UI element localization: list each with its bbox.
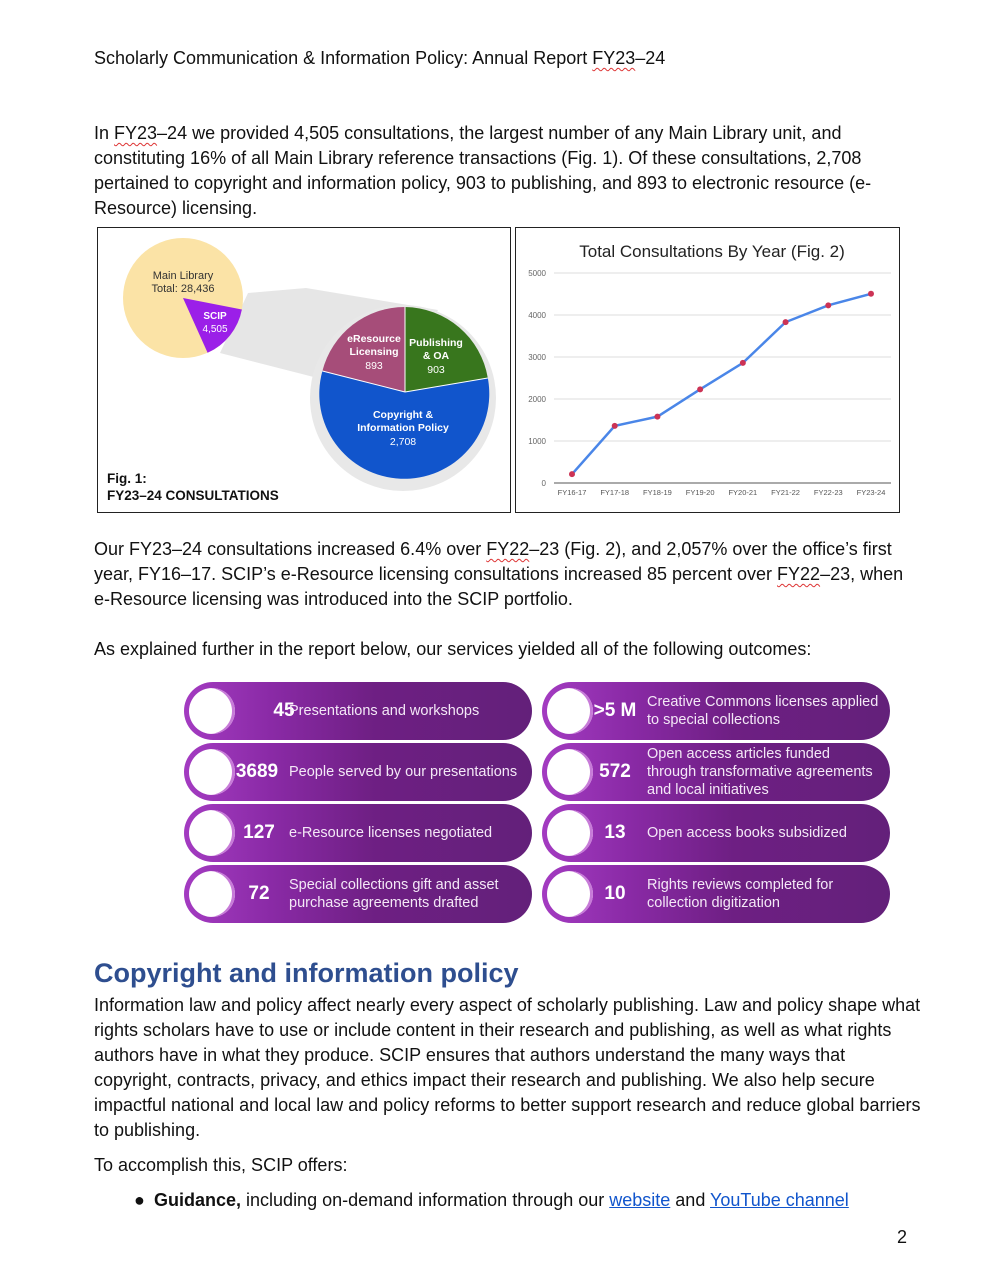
outcome-number: 10 (604, 883, 626, 904)
outcome-number: 45 (273, 700, 295, 721)
bullet-and: and (670, 1190, 711, 1210)
outcome-number: 572 (599, 761, 631, 782)
pill-circle (547, 810, 593, 856)
outcome-text: Presentations and workshops (289, 703, 480, 719)
offers-line: To accomplish this, SCIP offers: (94, 1155, 348, 1175)
y-tick-label: 2000 (528, 395, 546, 404)
para2-text-c: –23, when e-Resource licensing was introduced into the SCIP portfolio. (94, 564, 904, 609)
outcome-pill (184, 804, 532, 862)
fig1-caption-2: FY23–24 CONSULTATIONS (107, 488, 279, 503)
outcome-pill (542, 743, 890, 801)
fig1-caption-1: Fig. 1: (107, 471, 147, 486)
pill-circle (189, 871, 235, 917)
outcome-pill (184, 743, 532, 801)
intro-text-b: –24 we provided 4,505 consultations, the largest number of any Main Library unit, and constituting 16% of all Main Library reference transactions (Fig. 1). Of these consultations, 2,708 pertained to copyright and information policy, 903 to publishing, and 893 to electronic resource (e-Resource) licensing. (94, 123, 872, 218)
intro-text-a: In (94, 123, 115, 143)
outcome-text: Creative Commons licenses applied to special collections (647, 694, 879, 728)
pill-circle (189, 749, 235, 795)
y-tick-label: 4000 (528, 311, 546, 320)
bullet-bold: Guidance, (154, 1190, 242, 1210)
x-tick-label: FY23-24 (856, 488, 886, 497)
data-point (740, 360, 746, 366)
figure-1 (97, 227, 511, 513)
eres-label-1: eResource (347, 333, 401, 345)
consultations-line-chart (516, 228, 899, 512)
pub-label-2: & OA (422, 350, 450, 362)
outcome-pill (184, 865, 532, 923)
x-tick-label: FY22-23 (813, 488, 843, 497)
outcome-number: 3689 (235, 761, 279, 782)
outcome-text: Open access books subsidized (647, 825, 847, 841)
outcome-pill (542, 682, 890, 740)
data-point (825, 302, 831, 308)
series-line (572, 294, 871, 474)
pill-circle (189, 688, 235, 734)
header-fy: FY23 (592, 48, 636, 68)
bullet-guidance (134, 1188, 924, 1213)
x-tick-label: FY17-18 (600, 488, 630, 497)
intro-paragraph (94, 121, 924, 221)
pub-label-1: Publishing (409, 337, 463, 349)
y-tick-label: 1000 (528, 437, 546, 446)
outcome-number: 127 (243, 822, 275, 843)
scip-value: 4,505 (202, 324, 228, 335)
outcome-text: e-Resource licenses negotiated (289, 825, 493, 841)
para2-fy2: FY22 (777, 564, 821, 584)
pill-circle (547, 871, 593, 917)
outcome-text: Open access articles funded through transformative agreements and local initiatives (647, 746, 873, 798)
data-point (697, 386, 703, 392)
scip-label: SCIP (203, 311, 227, 322)
data-point (612, 423, 618, 429)
copy-label-2: Information Policy (357, 422, 449, 434)
x-tick-label: FY21-22 (771, 488, 800, 497)
copy-label-1: Copyright & (372, 409, 434, 421)
eres-label-2: Licensing (349, 346, 399, 358)
section-body: Information law and policy affect nearly every aspect of scholarly publishing. Law and policy shape what rights scholars have to use or include content in their research and publishing, as well as what rights authors have in what they produce. SCIP ensures that authors understand the many ways that copyright, contracts, privacy, and ethics impact their research and publishing. We also help secure impactful national and local law and policy reforms to better support research and reduce global barriers to publishing. (94, 995, 921, 1140)
outcomes-intro: As explained further in the report below, our services yielded all of the following outcomes: (94, 639, 812, 659)
outcome-pill (184, 682, 532, 740)
bullet-dot-icon: ● (134, 1190, 145, 1210)
outcome-text: People served by our presentations (289, 764, 518, 780)
pill-circle (189, 810, 235, 856)
y-tick-label: 5000 (528, 269, 546, 278)
website-link[interactable]: website (609, 1190, 671, 1210)
data-point (783, 319, 789, 325)
intro-fy: FY23 (114, 123, 158, 143)
bullet-text: including on-demand information through our (241, 1190, 610, 1210)
header-suffix: –24 (635, 48, 666, 68)
data-point (569, 471, 575, 477)
y-tick-label: 3000 (528, 353, 546, 362)
youtube-channel-link[interactable]: YouTube channel (710, 1190, 849, 1210)
fig1-pie-graphic (98, 228, 510, 512)
outcome-text: Special collections gift and asset purchase agreements drafted (289, 877, 499, 911)
para2-fy1: FY22 (486, 539, 530, 559)
growth-paragraph (94, 537, 924, 612)
outcome-pill (542, 865, 890, 923)
data-point (868, 291, 874, 297)
outcome-number: 13 (604, 822, 626, 843)
outcome-text: Rights reviews completed for collection digitization (647, 877, 834, 911)
pill-circle (547, 688, 593, 734)
x-tick-label: FY18-19 (643, 488, 672, 497)
outcome-number: 72 (248, 883, 270, 904)
outcome-number: >5 M (593, 700, 637, 721)
section-heading: Copyright and information policy (94, 958, 519, 988)
chart-title: Total Consultations By Year (Fig. 2) (579, 242, 845, 261)
main-library-total: Total: 28,436 (151, 283, 215, 295)
x-tick-label: FY16-17 (557, 488, 587, 497)
page-number: 2 (897, 1227, 908, 1247)
outcome-pill (542, 804, 890, 862)
x-tick-label: FY20-21 (728, 488, 758, 497)
copy-value: 2,708 (389, 436, 417, 448)
data-point (654, 414, 660, 420)
eres-value: 893 (365, 360, 383, 372)
bullet-content (154, 1188, 849, 1213)
y-tick-label: 0 (541, 479, 546, 488)
pill-circle (547, 749, 593, 795)
header-text: Scholarly Communication & Information Policy: Annual Report (94, 48, 593, 68)
x-tick-label: FY19-20 (685, 488, 715, 497)
para2-text-a: Our FY23–24 consultations increased 6.4% over (94, 539, 487, 559)
para2-text-b: –23 (Fig. 2), and 2,057% over the office’s first year, FY16–17. SCIP’s e-Resource licensing consultations increased 85 percent over (94, 539, 892, 584)
pub-value: 903 (427, 364, 445, 376)
figure-2 (515, 227, 900, 513)
running-header (94, 46, 665, 71)
main-library-label: Main Library (152, 270, 214, 282)
